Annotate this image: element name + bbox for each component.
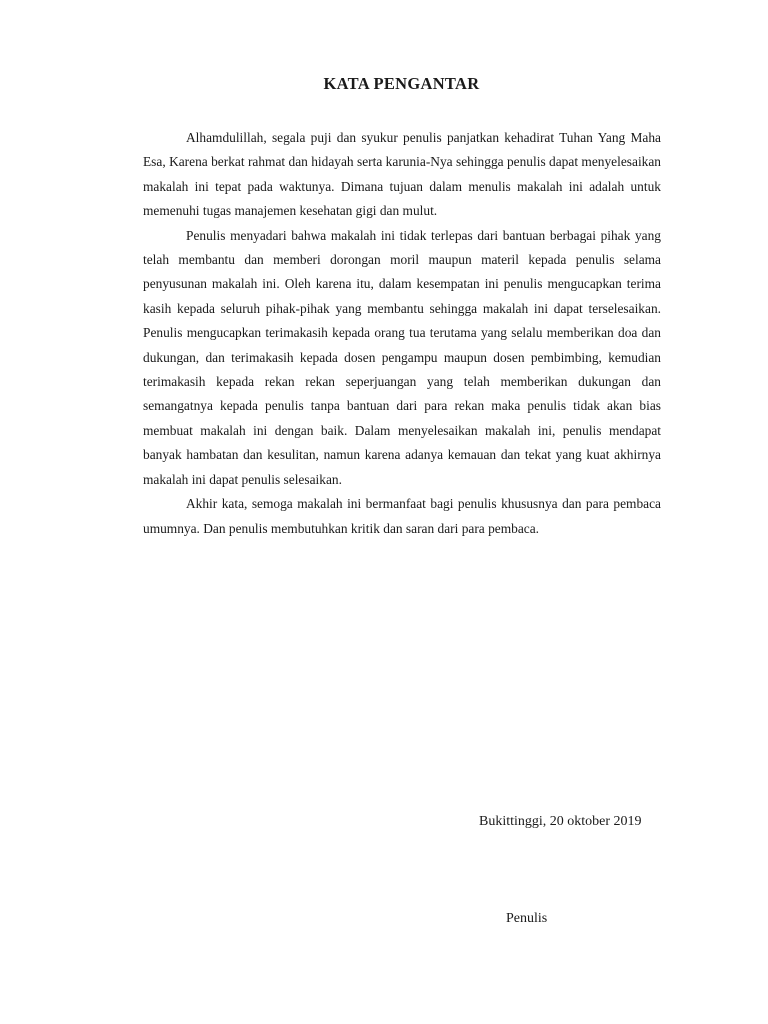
paragraph-2: Penulis menyadari bahwa makalah ini tidak terlepas dari bantuan berbagai pihak yang telah membantu dan memberi dorongan moril maupun materil kepada penulis selama penyusunan makalah ini. Oleh karena itu, dalam kesempatan ini penulis mengucapkan terima kasih kepada seluruh pihak-pihak yang membantu sehingga makalah ini dapat terselesaikan. Penulis mengucapkan terimakasih kepada orang tua terutama yang selalu memberikan doa dan dukungan, dan terimakasih kepada dosen pengampu maupun dosen pembimbing, kemudian terimakasih kepada rekan rekan seperjuangan yang telah memberikan dukungan dan semangatnya kepada penulis tanpa bantuan dari para rekan maka penulis tidak akan bias membuat makalah ini dengan baik. Dalam menyelesaikan makalah ini, penulis mendapat banyak hambatan dan kesulitan, namun karena adanya kemauan dan tekat yang kuat akhirnya makalah ini dapat penulis selesaikan.	[143, 227, 661, 487]
signature-place-date: Bukittinggi, 20 oktober 2019	[479, 814, 642, 829]
body-text	[143, 126, 661, 541]
paragraph-3: Akhir kata, semoga makalah ini bermanfaat bagi penulis khususnya dan para pembaca umumnya. Dan penulis membutuhkan kritik dan saran dari para pembaca.	[143, 496, 661, 536]
signature-name: Penulis	[506, 911, 548, 926]
paragraph-1: Alhamdulillah, segala puji dan syukur penulis panjatkan kehadirat Tuhan Yang Maha Esa, Karena berkat rahmat dan hidayah serta karunia-Nya sehingga penulis dapat menyelesaikan makalah ini tepat pada waktunya. Dimana tujuan dalam menulis makalah ini adalah untuk memenuhi tugas manajemen kesehatan gigi dan mulut.	[143, 130, 661, 219]
page-title: KATA PENGANTAR	[323, 74, 480, 93]
